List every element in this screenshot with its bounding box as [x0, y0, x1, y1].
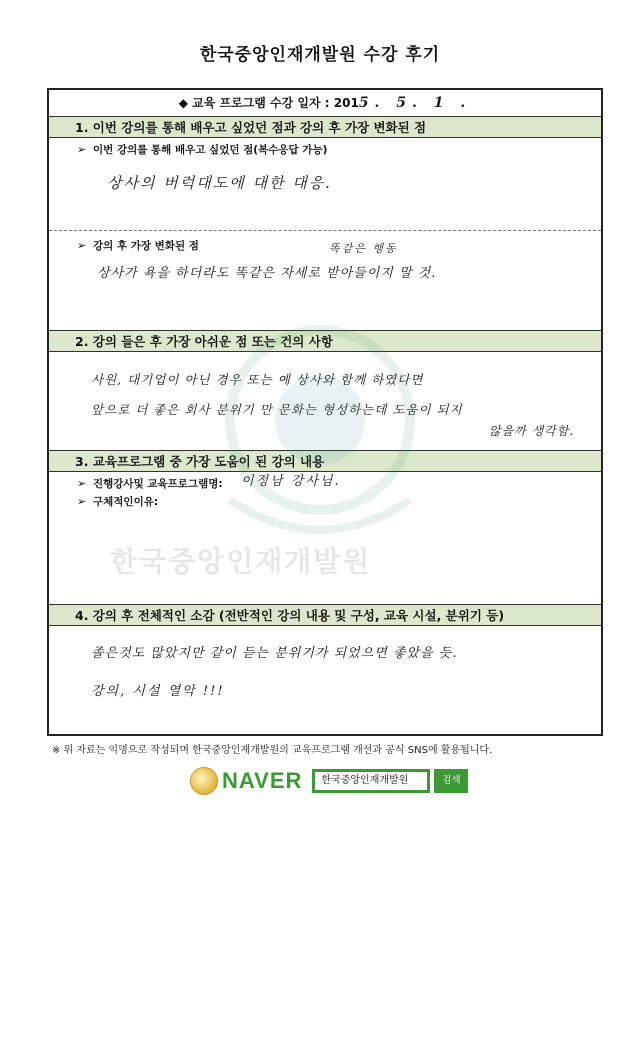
section-1-answer1: 상사의 버럭대도에 대한 대응. — [107, 174, 332, 192]
section-2-line1: 사원, 대기업이 아닌 경우 또는 예 상사와 함께 하였다면 — [91, 372, 424, 387]
section-1-heading: 1. 이번 강의를 통해 배우고 싶었던 점과 강의 후 가장 변화된 점 — [49, 116, 601, 138]
section-3-sub2-label: 구체적인이유: — [93, 496, 159, 508]
arrow-icon: ➢ — [77, 477, 87, 490]
section-3-sub2 — [77, 494, 158, 509]
section-4-line1: 졸은것도 많았지만 같이 듣는 분위기가 되었으면 좋았을 듯. — [91, 646, 458, 661]
date-label: ◆ 교육 프로그램 수강 일자 : — [178, 96, 330, 110]
section-1-answer2-note: 똑같은 행동 — [329, 242, 398, 255]
lightbulb-icon — [190, 767, 218, 795]
watermark-text: 한국중앙인재개발원 — [110, 545, 372, 578]
section-1-sub1 — [77, 142, 327, 157]
date-handwritten: 5. 5. 1 . — [358, 95, 472, 111]
arrow-icon: ➢ — [77, 239, 87, 252]
review-form — [47, 88, 603, 736]
section-2-heading: 2. 강의 들은 후 가장 아쉬운 점 또는 건의 사항 — [49, 330, 601, 352]
section-3-heading: 3. 교육프로그램 중 가장 도움이 된 강의 내용 — [49, 450, 601, 472]
section-4-heading: 4. 강의 후 전체적인 소감 (전반적인 강의 내용 및 구성, 교육 시설, 분위기 등) — [49, 604, 601, 626]
section-2-line2: 앞으로 더 좋은 회사 분위기 만 문화는 형성하는데 도움이 되지 — [91, 402, 463, 417]
page-title: 한국중앙인재개발원 수강 후기 — [199, 45, 441, 65]
section-1-sub1-label: 이번 강의를 통해 배우고 싶었던 점(복수응답 가능) — [93, 144, 328, 156]
arrow-icon: ➢ — [77, 495, 87, 508]
naver-logo — [190, 767, 302, 795]
naver-search-bar — [190, 766, 468, 796]
section-3-sub1-label: 진행강사및 교육프로그램명: — [93, 478, 223, 490]
section-4-line2: 강의, 시설 열악 !!! — [91, 684, 225, 699]
date-year-prefix: 201 — [333, 96, 359, 110]
section-1-sub2-label: 강의 후 가장 변화된 점 — [93, 240, 199, 252]
arrow-icon: ➢ — [77, 143, 87, 156]
footnote: ※ 위 자료는 익명으로 작성되며 한국중앙인재개발원의 교육프로그램 개선과 공식 SNS에 활용됩니다. — [52, 745, 493, 756]
section-3-sub1 — [77, 476, 223, 491]
naver-logo-text: NAVER — [222, 768, 303, 793]
date-row — [49, 90, 601, 117]
divider — [49, 230, 601, 231]
section-3-answer1: 이정남 강사님. — [241, 474, 341, 489]
search-input[interactable]: 한국중앙인재개발원 — [312, 769, 430, 793]
section-1-sub2 — [77, 238, 199, 253]
section-2-line3: 않을까 생각함. — [489, 424, 575, 438]
section-1-answer2: 상사가 욕을 하더라도 똑같은 자세로 받아들이지 말 것. — [97, 266, 437, 281]
search-button[interactable]: 검색 — [434, 769, 468, 793]
